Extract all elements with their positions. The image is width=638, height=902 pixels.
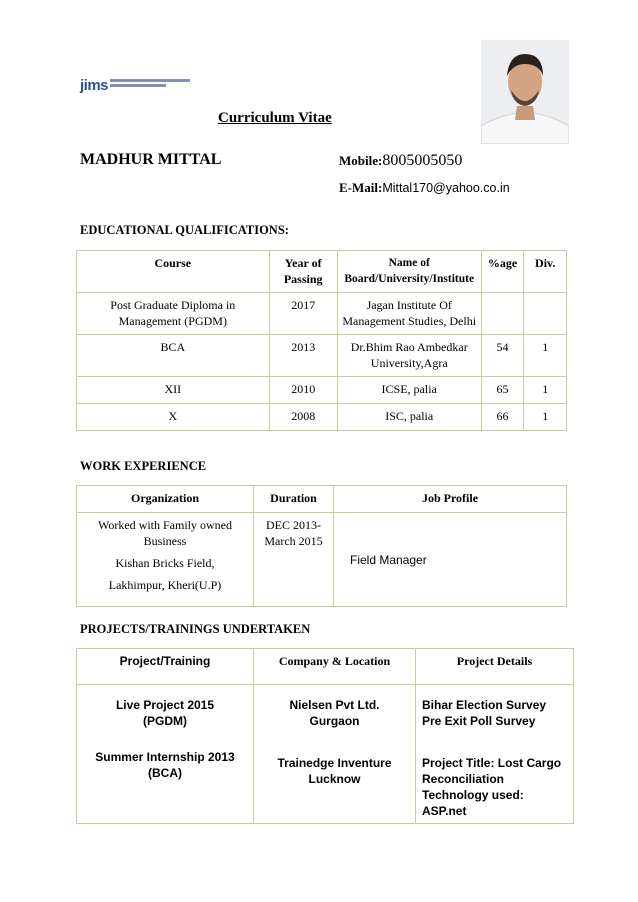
cell-course: X <box>77 404 270 431</box>
education-table <box>76 250 567 431</box>
logo-text-lines <box>110 79 190 89</box>
company-location: Gurgaon <box>309 714 360 728</box>
project-name: Live Project 2015 <box>115 698 215 712</box>
table-header-row <box>77 649 574 685</box>
col-division: Div. <box>524 251 567 293</box>
logo-mark: jims <box>80 77 109 94</box>
project-name: Summer Internship 2013 <box>95 750 235 764</box>
project-detail: Technology used: ASP.net <box>422 788 524 818</box>
cell-year: 2010 <box>269 377 337 404</box>
project-program: (BCA) <box>148 766 182 780</box>
table-row <box>77 377 567 404</box>
cell-course: XII <box>77 377 270 404</box>
col-organization: Organization <box>77 486 254 513</box>
cell-division <box>524 293 567 335</box>
company-location: Lucknow <box>308 772 361 786</box>
table-row <box>77 513 567 607</box>
work-table <box>76 485 567 607</box>
cell-percentage: 66 <box>481 404 524 431</box>
profile-photo <box>481 40 569 144</box>
col-institute: Name of Board/University/Institute <box>337 251 481 293</box>
project-program: (PGDM) <box>143 714 187 728</box>
col-percentage: %age <box>481 251 524 293</box>
col-course: Course <box>77 251 270 293</box>
col-project: Project/Training <box>77 649 254 685</box>
cell-details <box>416 685 574 824</box>
company-name: Nielsen Pvt Ltd. <box>289 698 380 712</box>
project-detail: Project Title: Lost Cargo Reconciliation <box>422 756 562 786</box>
project-detail: Pre Exit Poll Survey <box>422 714 536 728</box>
cell-institute: Jagan Institute Of Management Studies, Delhi <box>337 293 481 335</box>
projects-table <box>76 648 574 824</box>
candidate-name: MADHUR MITTAL <box>80 151 222 168</box>
table-header-row <box>77 486 567 513</box>
table-row <box>77 685 574 824</box>
cell-job-profile: Field Manager <box>334 513 567 607</box>
project-detail: Bihar Election Survey <box>422 698 547 712</box>
cell-course: Post Graduate Diploma in Management (PGDM) <box>77 293 270 335</box>
cell-duration: DEC 2013-March 2015 <box>254 513 334 607</box>
cell-division: 1 <box>524 377 567 404</box>
document-title: Curriculum Vitae <box>218 110 332 126</box>
cell-course: BCA <box>77 335 270 377</box>
cell-company <box>254 685 416 824</box>
cell-institute: ICSE, palia <box>337 377 481 404</box>
cell-year: 2017 <box>269 293 337 335</box>
cell-institute: Dr.Bhim Rao Ambedkar University,Agra <box>337 335 481 377</box>
work-heading: WORK EXPERIENCE <box>80 459 207 473</box>
table-row <box>77 404 567 431</box>
cell-percentage: 65 <box>481 377 524 404</box>
cell-project <box>77 685 254 824</box>
org-line: Kishan Bricks Field, <box>115 556 215 570</box>
email-address[interactable]: Mittal170@yahoo.co.in <box>382 181 510 195</box>
col-company: Company & Location <box>254 649 416 685</box>
cell-percentage <box>481 293 524 335</box>
org-line: Lakhimpur, Kheri(U.P) <box>108 578 222 592</box>
email-label: E-Mail: <box>339 180 383 195</box>
table-row <box>77 293 567 335</box>
cell-percentage: 54 <box>481 335 524 377</box>
table-header-row <box>77 251 567 293</box>
org-line: Worked with Family owned Business <box>97 518 232 548</box>
col-details: Project Details <box>416 649 574 685</box>
col-duration: Duration <box>254 486 334 513</box>
email-contact <box>339 180 510 196</box>
mobile-number: 8005005050 <box>382 152 463 169</box>
cell-year: 2008 <box>269 404 337 431</box>
projects-heading: PROJECTS/TRAININGS UNDERTAKEN <box>80 622 311 636</box>
mobile-contact <box>339 152 462 170</box>
cell-division: 1 <box>524 335 567 377</box>
cell-institute: ISC, palia <box>337 404 481 431</box>
mobile-label: Mobile: <box>339 153 383 168</box>
col-year: Year of Passing <box>269 251 337 293</box>
institute-logo <box>80 76 190 96</box>
education-heading: EDUCATIONAL QUALIFICATIONS: <box>80 223 289 237</box>
cell-organization <box>77 513 254 607</box>
col-job-profile: Job Profile <box>334 486 567 513</box>
cell-division: 1 <box>524 404 567 431</box>
company-name: Trainedge Inventure <box>277 756 392 770</box>
cell-year: 2013 <box>269 335 337 377</box>
table-row <box>77 335 567 377</box>
